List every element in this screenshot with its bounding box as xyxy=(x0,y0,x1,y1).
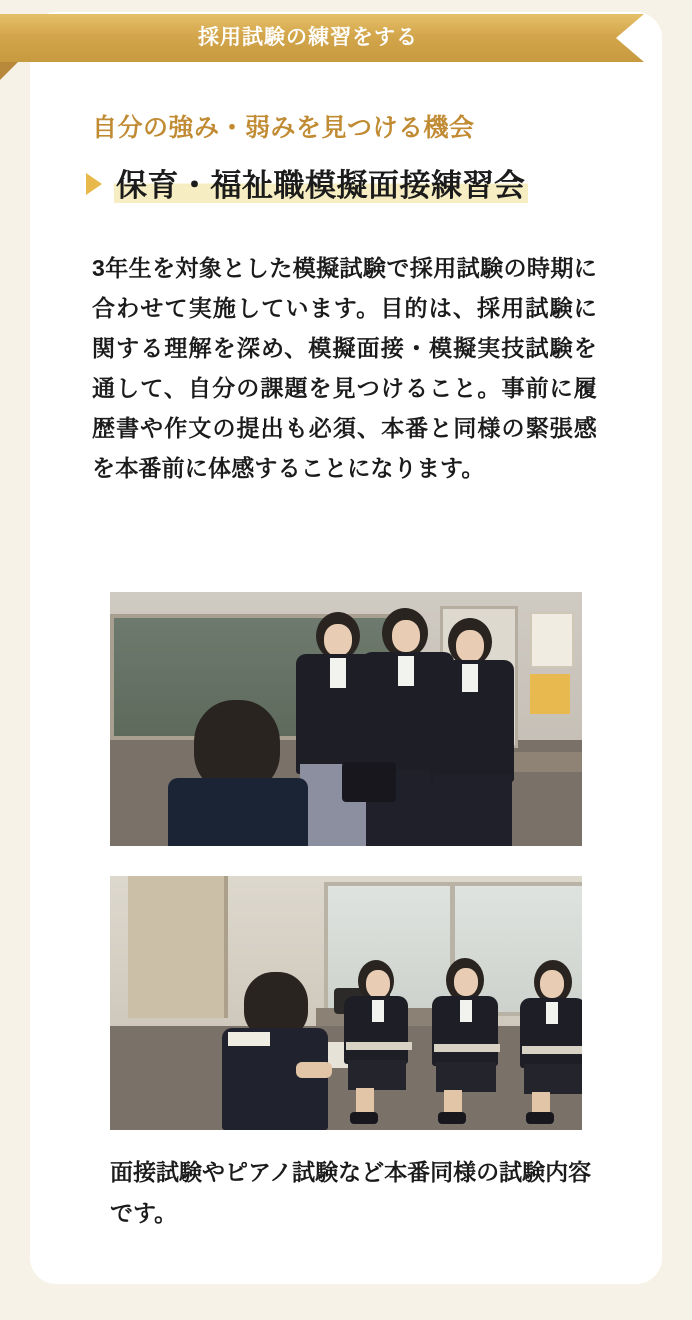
photo1-poster xyxy=(530,612,574,668)
page-title: 保育・福祉職模擬面接練習会 xyxy=(114,160,528,205)
photo2-student-3-shoes xyxy=(526,1112,554,1124)
photo2-chair-3 xyxy=(522,1046,582,1054)
photo2-paper xyxy=(228,1032,270,1046)
photo2-student-3-shirt xyxy=(546,1002,558,1024)
photo2-chair-2 xyxy=(434,1044,500,1052)
photo-students-seated xyxy=(110,876,582,1130)
photo2-student-2-shirt xyxy=(460,1000,472,1022)
body-paragraph: 3年生を対象とした模擬試験で採用試験の時期に合わせて実施しています。目的は、採用試験に関する理解を深め、模擬面接・模擬実技試験を通して、自分の課題を見つけること。事前に履歴書や作文の提出も必須、本番と同様の緊張感を本番前に体感することになります。 xyxy=(92,255,597,481)
photo1-student-a-shirt xyxy=(330,658,346,688)
ribbon-banner xyxy=(0,14,644,76)
photo1-student-c-shirt xyxy=(462,664,478,692)
photo2-student-1-lap xyxy=(348,1060,406,1090)
photo1-student-a-face xyxy=(324,624,352,656)
photo2-chair-1 xyxy=(346,1042,412,1050)
photo2-student-2-shoes xyxy=(438,1112,466,1124)
photo1-poster-yellow xyxy=(530,674,570,714)
ribbon-label: 採用試験の練習をする xyxy=(198,26,418,49)
triangle-right-icon xyxy=(86,173,102,195)
photo2-student-1-shirt xyxy=(372,1000,384,1022)
photo1-student-b-face xyxy=(392,620,420,652)
photo-students-standing xyxy=(110,592,582,846)
photo-caption: 面接試験やピアノ試験など本番同様の試験内容です。 xyxy=(110,1159,592,1226)
photo1-student-b-shirt xyxy=(398,656,414,686)
photo2-student-3-lap xyxy=(524,1064,582,1094)
photo2-door xyxy=(128,876,228,1018)
ribbon-tail-shadow xyxy=(0,62,18,80)
photo2-student-3-face xyxy=(540,970,564,998)
section-title-row xyxy=(86,160,528,205)
photo2-student-1-face xyxy=(366,970,390,998)
photo2-interviewer-hand xyxy=(296,1062,332,1078)
photo2-student-2-lap xyxy=(436,1062,496,1092)
photo2-student-2-face xyxy=(454,968,478,996)
photo2-student-1-shoes xyxy=(350,1112,378,1124)
photo1-interviewer-suit xyxy=(168,778,308,846)
section-subtitle: 自分の強み・弱みを見つける機会 xyxy=(92,114,475,142)
photo1-student-c-skirt xyxy=(434,774,512,846)
photo1-bag xyxy=(342,762,396,802)
photo1-student-c-face xyxy=(456,630,484,662)
